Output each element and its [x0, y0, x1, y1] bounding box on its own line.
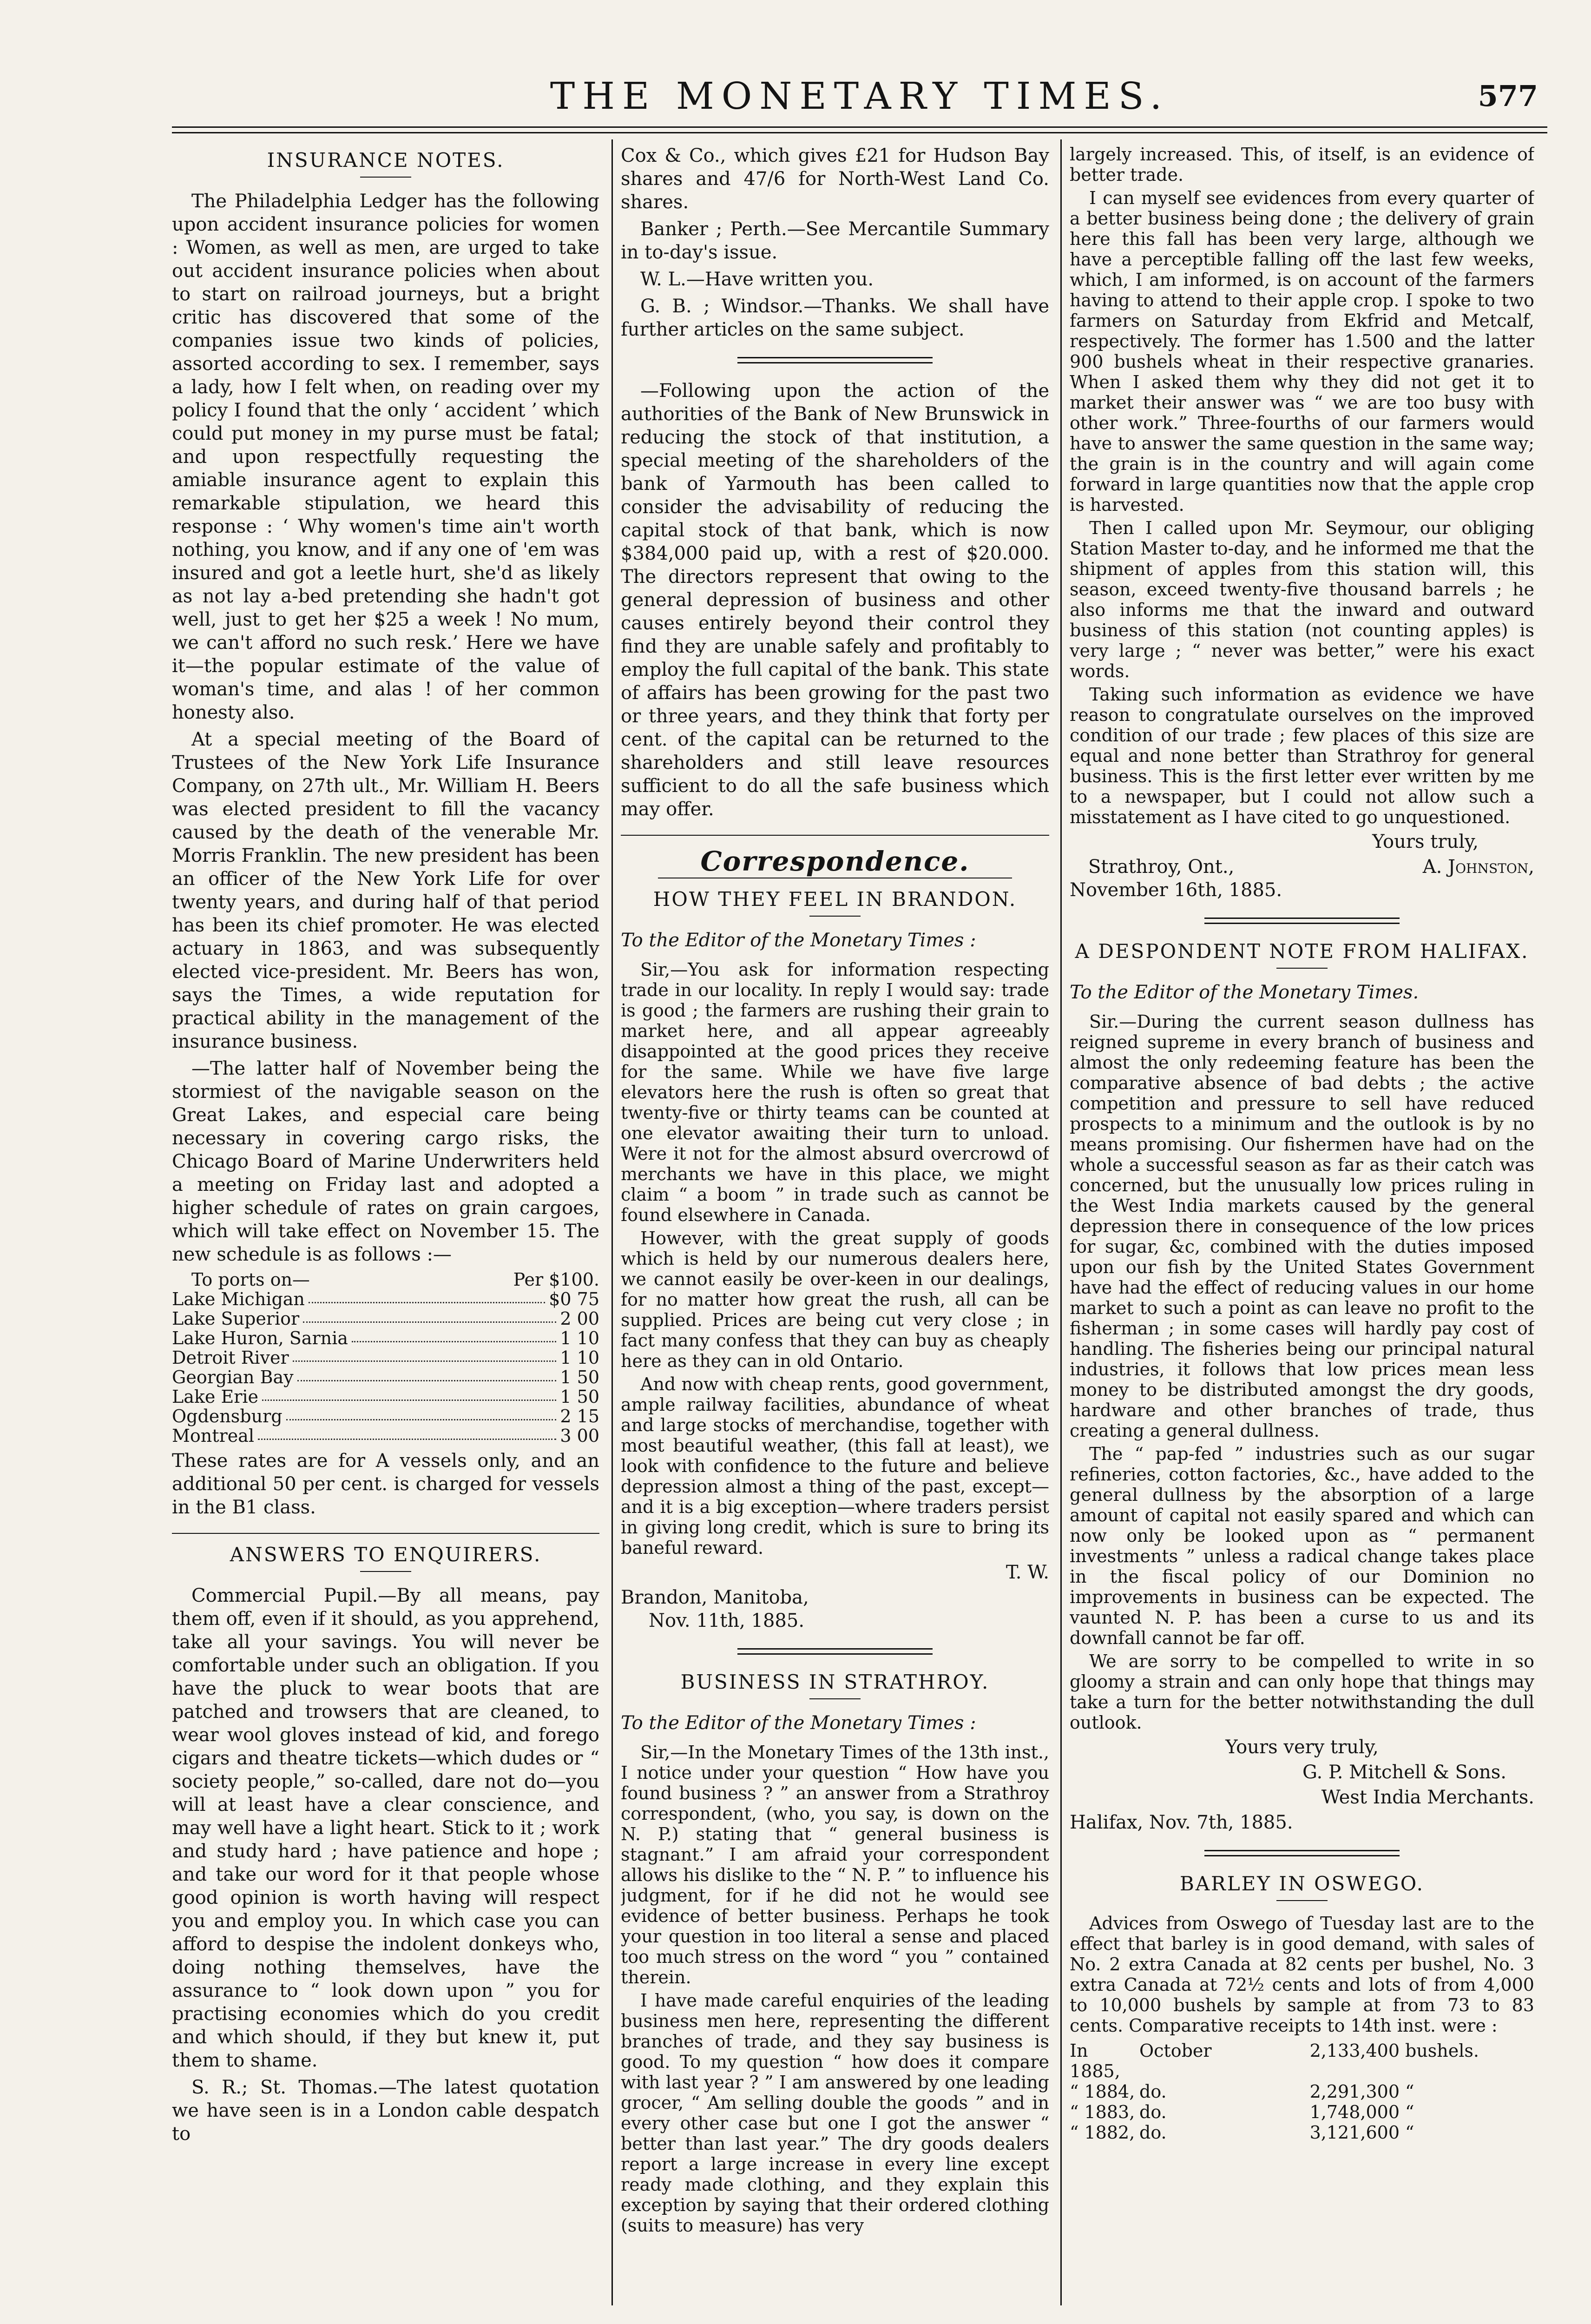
place-date: Halifax, Nov. 7th, 1885.: [1070, 1812, 1293, 1833]
paragraph: W. L.—Have written you.: [640, 269, 874, 290]
date: November 16th, 1885.: [1070, 879, 1282, 901]
brandon-heading: HOW THEY FEEL IN BRANDON.: [653, 888, 1017, 911]
column-1: [172, 144, 599, 2301]
paragraph: G. B. ; Windsor.—Thanks. We shall have further articles on the same subject.: [621, 296, 1049, 340]
paragraph: The Philadelphia Ledger has the following upon accident insurance policies for women : Women, as well as men, are urged to take out accident insurance policies when about to start on railroad journeys, but a bright critic has discovered that some of the companies issue two kinds of policies, assorted according to sex. I remember, says a lady, how I felt when, on reading over my policy I found that the only ‘ accident ’ which could put money in my purse must be fatal; and upon respectfully requesting the amiable insurance agent to explain this remarkable stipulation, we heard this response : ‘ Why women's time ain't worth nothing, you know, and if any one of 'em was insured and got a leetle hurt, she'd as likely as not lay a-bed pretending she hadn't got well, just to get her $25 a week ! No mum, we can't afford no such resk.’ Here we have it—the popular estimate of the value of woman's time, and alas ! of her common honesty also.: [172, 191, 599, 723]
salutation: To the Editor of the Monetary Times :: [621, 1712, 976, 1734]
column-divider-2: [1060, 139, 1062, 2305]
barley-row: “ 1883, do. 1,748,000 “: [1070, 2102, 1414, 2122]
page-number: 577: [1478, 79, 1538, 113]
port-name: Montreal: [172, 1426, 254, 1446]
barley-row: In 1885, October 2,133,400 bushels.: [1070, 2040, 1479, 2081]
barley-receipts-table: [1070, 2040, 1534, 2143]
rates-table: [172, 1270, 599, 1446]
port-name: Detroit River: [172, 1347, 289, 1368]
closing: Yours truly,: [1372, 831, 1479, 852]
paragraph: I can myself see evidences from every quarter of a better business being done ; the delivery of grain here this fall has been very large, although we have a perceptible falling off the last few weeks, which, I am informed, is on account of the farmers having to attend to their apple crop. I spoke to two farmers on Saturday from Ekfrid and Metcalf, respectively. The former has 1.500 and the latter 900 bushels wheat in their respective granaries. When I asked them why they did not get it to market their answer was “ we are too busy with other work.” Three-fourths of our farmers would have to answer the same question in the same way; the grain is in the country and will again come forward in large quantities now that the apple crop is harvested.: [1070, 188, 1534, 515]
paragraph: S. R.; St. Thomas.—The latest quotation we have seen is in a London cable despatch to: [172, 2077, 599, 2145]
paragraph: The “ pap-fed ” industries such as our sugar refineries, cotton factories, &c., have added to the general dullness by the absorption of a large amount of capital not easily spared and which can now only be looked upon as “ permanent investments ” unless a radical change takes place in the fiscal policy of our Dominion no improvements in business can be expected. The vaunted N. P. has been a curse to us and its downfall cannot be far off.: [1070, 1444, 1534, 1648]
heading-rule: [360, 177, 411, 178]
strathroy-heading: BUSINESS IN STRATHROY.: [680, 1670, 990, 1693]
correspondence-heading: Correspondence.: [700, 845, 970, 877]
port-name: Lake Erie: [172, 1386, 259, 1407]
masthead: [172, 74, 1547, 130]
port-rate: $0 75: [549, 1289, 599, 1309]
paragraph: Cox & Co., which gives £21 for Hudson Bay shares and 47/6 for North-West Land Co. shares.: [621, 145, 1049, 213]
port-name: Lake Michigan: [172, 1289, 305, 1309]
halifax-heading: A DESPONDENT NOTE FROM HALIFAX.: [1075, 940, 1529, 963]
signature-line: [1070, 855, 1534, 878]
double-rule: [1204, 918, 1400, 924]
double-rule: [737, 357, 933, 363]
signature-title: West India Merchants.: [1321, 1787, 1534, 1808]
port-rate: 2 00: [560, 1308, 599, 1329]
paragraph: And now with cheap rents, good government, ample railway facilities, abundance of wheat and large stocks of merchandise, together with most beautiful weather, (this fall at least), we look with confidence to the future and believe depression almost a thing of the past, except—and it is a big exception—where traders persist in giving long credit, which is sure to bring its baneful reward.: [621, 1374, 1049, 1558]
section-rule: [172, 1533, 599, 1534]
date: Nov. 11th, 1885.: [649, 1610, 805, 1631]
rates-header-left: To ports on—: [191, 1269, 310, 1290]
paragraph: Advices from Oswego of Tuesday last are to the effect that barley is in good demand, with sales of No. 2 extra Canada at 82 cents per bushel, No. 3 extra Canada at 72½ cents and lots of from 4,000 to 10,000 bushels by sample at from 73 to 83 cents. Comparative receipts to 14th inst. were :: [1070, 1913, 1534, 2036]
paragraph: At a special meeting of the Board of Trustees of the New York Life Insurance Company, on 27th ult., Mr. William H. Beers was elected president to fill the vacancy caused by the death of the venerable Mr. Morris Franklin. The new president has been an officer of the New York Life for over twenty years, and during half of that period has been its chief promoter. He was elected actuary in 1863, and was subsequently elected vice-president. Mr. Beers has won, says the Times, a wide reputation for practical ability in the management of the insurance business.: [172, 729, 599, 1052]
newspaper-title: THE MONETARY TIMES.: [550, 74, 1170, 118]
column-divider-1: [611, 139, 613, 2305]
paragraph: Then I called upon Mr. Seymour, our obliging Station Master to-day, and he informed me that the shipment of apples from this station will, this season, exceed twenty-five thousand barrels ; he also informs me that the inward and outward business of this station (not counting apples) is very large ; “ never was better,” were his exact words.: [1070, 518, 1534, 681]
paragraph: These rates are for A vessels only, and an additional 50 per cent. is charged for vessels in the B1 class.: [172, 1450, 599, 1518]
barley-row: “ 1884, do. 2,291,300 “: [1070, 2081, 1414, 2102]
heading-rule: [360, 1571, 411, 1572]
paragraph: However, with the great supply of goods which is held by our numerous dealers here, we cannot easily be over-keen in our dealings, for no matter how great the rush, all can be supplied. Prices are being cut very close ; in fact many confess that they can buy as cheaply here as they can in old Ontario.: [621, 1228, 1049, 1371]
rate-row: [172, 1426, 599, 1446]
port-name: Ogdensburg: [172, 1406, 283, 1426]
signature: A. Johnston,: [1422, 856, 1534, 878]
port-rate: 1 10: [560, 1347, 599, 1368]
column-3: [1070, 144, 1534, 2301]
section-rule: [621, 835, 1049, 836]
paragraph: Sir,—In the Monetary Times of the 13th inst., I notice under your question “ How have you found business ? ” an answer from a Strathroy correspondent, (who, you say, is down on the N. P.) stating that “ general business is stagnant.” I am afraid your correspondent allows his dislike to the “ N. P. ” to influence his judgment, for if he did not he would see evidence of better business. Perhaps he took your question in too literal a sense and placed too much stress on the word “ you ” contained therein.: [621, 1742, 1049, 1987]
salutation: To the Editor of the Monetary Times.: [1070, 982, 1419, 1003]
port-rate: 3 00: [560, 1426, 599, 1446]
column-2: [621, 144, 1049, 2301]
rates-header-right: Per $100.: [513, 1269, 599, 1290]
double-rule: [1204, 1850, 1400, 1856]
rates-header: [172, 1270, 599, 1289]
port-rate: 1 10: [560, 1328, 599, 1348]
heading-rule: [809, 1698, 861, 1699]
paragraph: largely increased. This, of itself, is an evidence of better trade.: [1070, 144, 1534, 185]
double-rule: [737, 1648, 933, 1655]
port-name: Lake Huron, Sarnia: [172, 1328, 348, 1348]
paragraph: Sir.—During the current season dullness has reigned supreme in every branch of business and almost the only redeeming feature has been the comparative absence of bad debts ; the active competition and pressure to sell have reduced prospects to a minimum and the outlook is by no means promising. Our fishermen have had on the whole a successful season as far as their catch was concerned, but the unusually low prices ruling in the West India markets caused by the general depression there in consequence of the low prices for sugar, &c, combined with the duties imposed upon our fish by the United States Government have had the effect of reducing values in our home market to such a point as can leave no profit to the fisherman ; in some cases will hardly pay cost of handling. The fisheries being our principal natural industries, it follows that low prices mean less money to be distributed amongst the dry goods, hardware and other branches of trade, thus creating a general dullness.: [1070, 1011, 1534, 1441]
heading-rule: [1276, 1900, 1328, 1901]
heading-rule: [809, 916, 861, 917]
paragraph: —The latter half of November being the stormiest of the navigable season on the Great Lakes, and especial care being necessary in covering cargo risks, the Chicago Board of Marine Underwriters held a meeting on Friday last and adopted a higher schedule of rates on grain cargoes, which will take effect on November 15. The new schedule is as follows :—: [172, 1058, 599, 1265]
masthead-rule-bottom: [172, 132, 1547, 133]
rate-row: [172, 1309, 599, 1328]
port-rate: 1 50: [560, 1367, 599, 1387]
port-rate: 1 50: [560, 1386, 599, 1407]
port-name: Lake Superior: [172, 1308, 300, 1329]
rate-row: [172, 1328, 599, 1348]
port-rate: 2 15: [560, 1406, 599, 1426]
place: Brandon, Manitoba,: [621, 1587, 809, 1608]
heading-rule: [1276, 968, 1328, 969]
barley-row: “ 1882, do. 3,121,600 “: [1070, 2122, 1414, 2143]
signature: G. P. Mitchell & Sons.: [1302, 1762, 1506, 1783]
insurance-notes-heading: INSURANCE NOTES.: [267, 149, 505, 172]
paragraph: Sir,—You ask for information respecting trade in our locality. In reply I would say: trade is good ; the farmers are rushing their grain to market here, and all appear agreeably disappointed at the good prices they receive for the same. While we have five large elevators here the rush is often so great that twenty-five or thirty teams can be counted at one elevator awaiting their turn to unload. Were it not for the almost absurd overcrowd of merchants we have in this place, we might claim “ a boom ” in trade such as cannot be found elsewhere in Canada.: [621, 959, 1049, 1225]
salutation: To the Editor of the Monetary Times :: [621, 930, 976, 951]
rate-row: [172, 1387, 599, 1406]
rate-row: [172, 1289, 599, 1309]
port-name: Georgian Bay: [172, 1367, 294, 1387]
paragraph: Taking such information as evidence we have reason to congratulate ourselves on the improved condition of our trade ; few places of this size are equal and none better than Strathroy for general business. This is the first letter ever written by me to a newspaper, but I could not allow such a misstatement as I have cited to go unquestioned.: [1070, 684, 1534, 827]
paragraph: Banker ; Perth.—See Mercantile Summary in to-day's issue.: [621, 218, 1049, 263]
masthead-rule-top: [172, 126, 1547, 128]
rate-row: [172, 1406, 599, 1426]
paragraph: —Following upon the action of the authorities of the Bank of New Brunswick in reducing the stock of that institution, a special meeting of the shareholders of the bank of Yarmouth has been called to consider the advisability of reducing the capital stock of that bank, which is now $384,000 paid up, with a rest of $20.000. The directors represent that owing to the general depression of business and other causes entirely beyond their control they find they are unable safely and profitably to employ the full capital of the bank. This state of affairs has been growing for the past two or three years, and they think that forty per cent. of the capital can be returned to the shareholders and still leave resources sufficient to do all the safe business which may offer.: [621, 380, 1049, 820]
paragraph: Commercial Pupil.—By all means, pay them off, even if it should, as you apprehend, take all your savings. You will never be comfortable under such an obligation. If you have the pluck to wear boots that are patched and trowsers that are cleaned, to wear wool gloves instead of kid, and forego cigars and theatre tickets—which dudes or “ society people,” so-called, dare not do—you will at least have a clear conscience, and may well have a light heart. Stick to it ; work and study hard ; have patience and hope ; and take our word for it that people whose good opinion is worth having will respect you and employ you. In which case you can afford to despise the indolent donkeys who, doing nothing themselves, have the assurance to “ look down upon ” you for practising economies which do you credit and which should, if they but knew it, put them to shame.: [172, 1585, 599, 2071]
paragraph: We are sorry to be compelled to write in so gloomy a strain and can only hope that things may take a turn for the better notwithstanding the dull outlook.: [1070, 1651, 1534, 1733]
closing: Yours very truly,: [1225, 1736, 1379, 1758]
paragraph: I have made careful enquiries of the leading business men here, representing the different branches of trade, and they say business is good. To my question “ how does it compare with last year ? ” I am answered by one leading grocer, “ Am selling double the goods ” and in every other case but one I got the answer “ better than last year.” The dry goods dealers report a large increase in every line except ready made clothing, and they explain this exception by saying that their ordered clothing (suits to measure) has very: [621, 1990, 1049, 2236]
barley-heading: BARLEY IN OSWEGO.: [1179, 1872, 1425, 1895]
rate-row: [172, 1348, 599, 1367]
place: Strathroy, Ont.,: [1088, 856, 1235, 878]
answers-heading: ANSWERS TO ENQUIRERS.: [230, 1543, 542, 1566]
signature: T. W.: [1006, 1562, 1049, 1583]
rate-row: [172, 1367, 599, 1387]
